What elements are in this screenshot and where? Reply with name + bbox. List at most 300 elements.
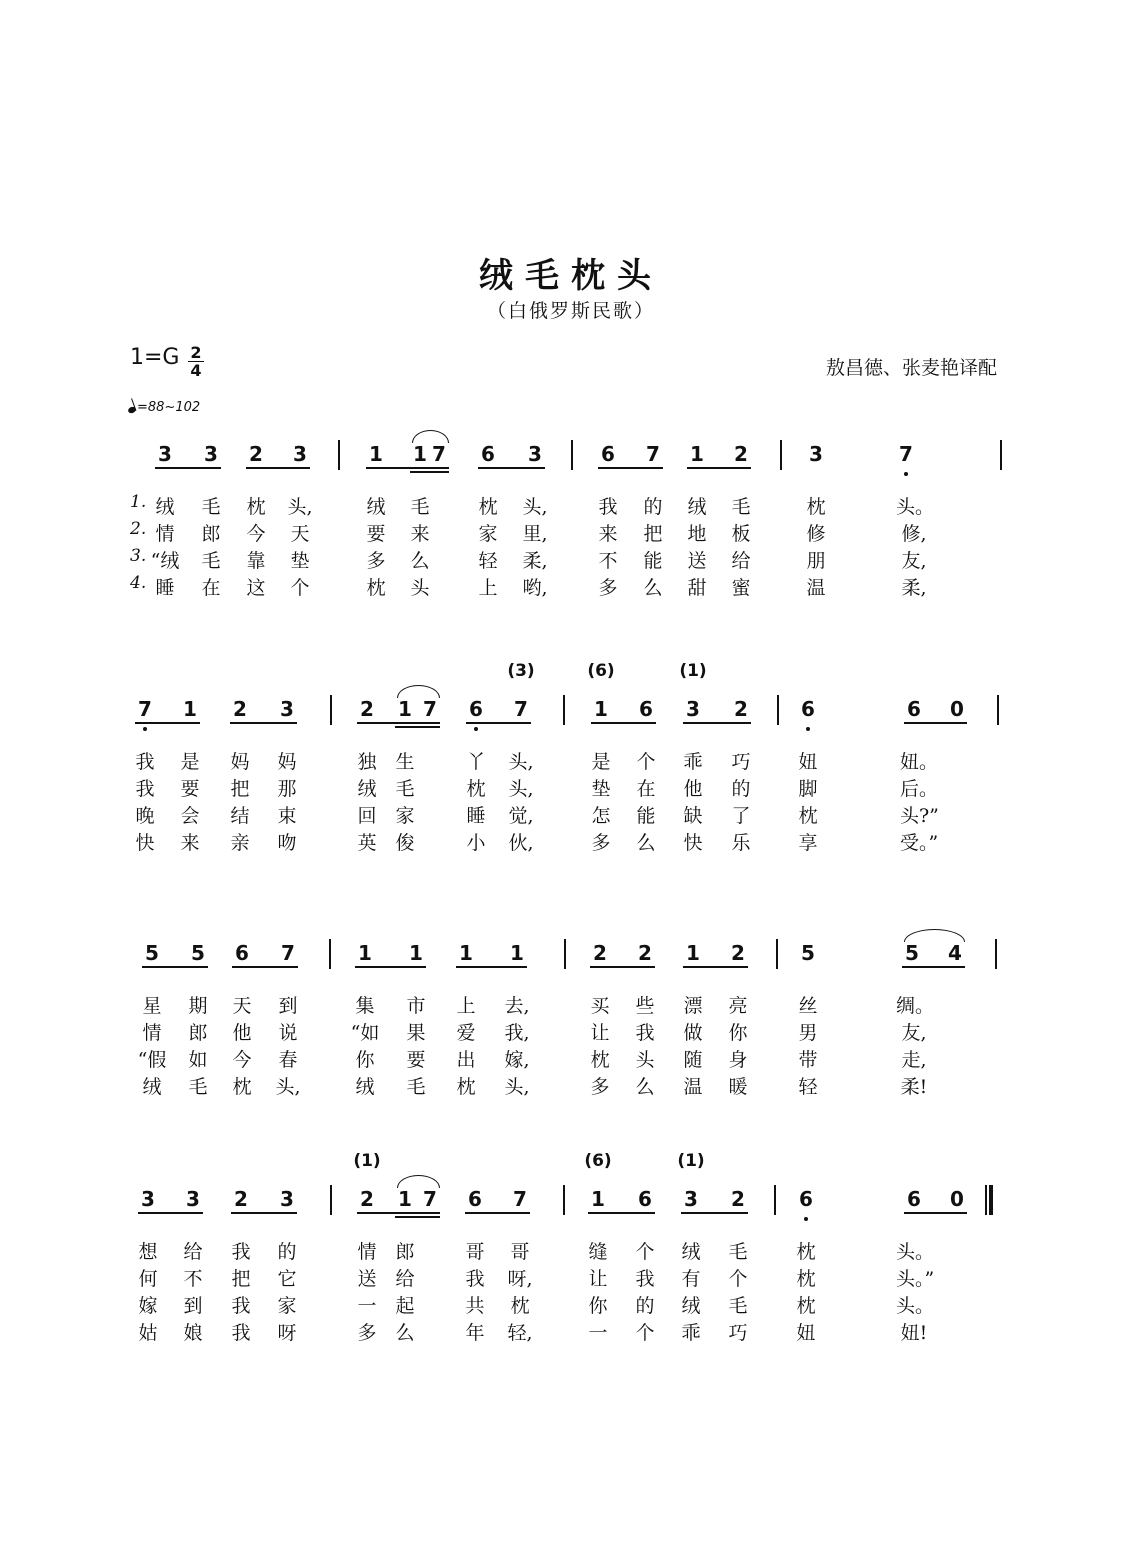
lyric-syllable: 毛 — [410, 496, 430, 518]
lyric-syllable: 你 — [355, 1049, 375, 1071]
translator-credit: 敖昌德、张麦艳译配 — [825, 357, 997, 379]
lyric-syllable: 毛 — [395, 778, 415, 800]
lyric-syllable: 头, — [508, 751, 534, 773]
lyric-syllable: 出 — [456, 1049, 476, 1071]
lyric-syllable: 把 — [231, 1268, 251, 1290]
lyric-syllable: 头 — [410, 577, 430, 599]
lyric-syllable: 亲 — [230, 832, 250, 854]
lyric-syllable: 暖 — [728, 1076, 748, 1098]
beam-underline — [902, 966, 965, 968]
jianpu-note: 3 — [809, 442, 823, 466]
lyric-syllable: 妞 — [798, 751, 818, 773]
lyric-syllable: 说 — [278, 1022, 298, 1044]
lyric-syllable: 会 — [180, 805, 200, 827]
beam-underline — [588, 1212, 655, 1214]
beam-underline — [366, 467, 449, 469]
lyric-syllable: 我 — [231, 1241, 251, 1263]
beam-underline — [683, 722, 751, 724]
beam-double-underline — [410, 471, 449, 473]
lyric-syllable: 些 — [635, 995, 655, 1017]
lyric-syllable: 郎 — [201, 523, 221, 545]
beam-underline — [687, 467, 751, 469]
lyric-syllable: 毛 — [201, 496, 221, 518]
lyric-syllable: 走, — [901, 1049, 927, 1071]
lyric-syllable: 枕 — [232, 1076, 252, 1098]
lyric-syllable: 他 — [683, 778, 703, 800]
beam-underline — [465, 1212, 530, 1214]
lyric-syllable: 享 — [798, 832, 818, 854]
jianpu-note: 7 — [646, 442, 660, 466]
jianpu-note: 2 — [360, 697, 374, 721]
lyric-syllable: 多 — [357, 1322, 377, 1344]
jianpu-note: 2 — [249, 442, 263, 466]
lyric-syllable: 情 — [142, 1022, 162, 1044]
bar-line — [985, 1185, 987, 1215]
jianpu-note: 1 — [594, 697, 608, 721]
jianpu-note: 1 — [183, 697, 197, 721]
lyric-syllable: 枕 — [796, 1268, 816, 1290]
slur-arc — [397, 1175, 440, 1188]
lyric-syllable: 枕 — [246, 496, 266, 518]
lyric-syllable: 哟, — [522, 577, 548, 599]
lyric-syllable: 枕 — [806, 496, 826, 518]
lyric-syllable: 头, — [508, 778, 534, 800]
jianpu-note: 1 — [459, 941, 473, 965]
lyric-syllable: 板 — [731, 523, 751, 545]
lyric-syllable: 来 — [410, 523, 430, 545]
jianpu-note: 3 — [293, 442, 307, 466]
jianpu-note: 2 — [233, 697, 247, 721]
verse-number: 4. — [130, 573, 147, 593]
lyric-syllable: 妞 — [796, 1322, 816, 1344]
lyric-syllable: 头。 — [896, 1241, 935, 1263]
beam-underline — [155, 467, 221, 469]
beam-underline — [466, 722, 531, 724]
lyric-syllable: 嫁, — [504, 1049, 530, 1071]
beam-underline — [355, 966, 426, 968]
song-subtitle: （白俄罗斯民歌） — [486, 300, 655, 322]
lyric-syllable: 你 — [728, 1022, 748, 1044]
lyric-syllable: 市 — [406, 995, 426, 1017]
beam-underline — [246, 467, 310, 469]
lyric-syllable: 郎 — [395, 1241, 415, 1263]
lyric-syllable: 毛 — [731, 496, 751, 518]
jianpu-note: 2 — [734, 442, 748, 466]
lyric-syllable: 觉, — [508, 805, 534, 827]
lyric-syllable: 郎 — [188, 1022, 208, 1044]
lyric-syllable: 到 — [183, 1295, 203, 1317]
lyric-syllable: 的 — [643, 496, 663, 518]
lyric-syllable: 乖 — [683, 751, 703, 773]
beam-underline — [142, 966, 208, 968]
key-signature: 1=G — [130, 345, 180, 370]
beam-underline — [598, 467, 663, 469]
jianpu-note: 7 — [423, 697, 437, 721]
lyric-syllable: 一 — [357, 1295, 377, 1317]
jianpu-note: 2 — [593, 941, 607, 965]
jianpu-note: 2 — [731, 1187, 745, 1211]
lyric-syllable: 回 — [357, 805, 377, 827]
lyric-syllable: 么 — [643, 577, 663, 599]
lyric-syllable: 我 — [465, 1268, 485, 1290]
lyric-syllable: 么 — [635, 1076, 655, 1098]
lyric-syllable: 乖 — [681, 1322, 701, 1344]
jianpu-note: 3 — [280, 1187, 294, 1211]
lyric-syllable: 头, — [287, 496, 313, 518]
lyric-syllable: 个 — [635, 1322, 655, 1344]
beam-underline — [232, 966, 298, 968]
lyric-syllable: 绒 — [155, 496, 175, 518]
lyric-syllable: 枕 — [796, 1295, 816, 1317]
lyric-syllable: 在 — [636, 778, 656, 800]
jianpu-note: 2 — [731, 941, 745, 965]
lyric-syllable: 绒 — [366, 496, 386, 518]
lyric-syllable: 我 — [231, 1295, 251, 1317]
lyric-syllable: “如 — [350, 1022, 380, 1044]
jianpu-note: 6 — [481, 442, 495, 466]
lyric-syllable: 身 — [728, 1049, 748, 1071]
lyric-syllable: 头, — [275, 1076, 301, 1098]
lyric-syllable: 靠 — [246, 550, 266, 572]
jianpu-note: 1 — [369, 442, 383, 466]
lyric-syllable: 呀, — [507, 1268, 533, 1290]
lyric-syllable: 姑 — [138, 1322, 158, 1344]
jianpu-note: 3 — [686, 697, 700, 721]
lyric-syllable: “绒 — [150, 550, 180, 572]
jianpu-note: 3 — [158, 442, 172, 466]
lyric-syllable: 上 — [456, 995, 476, 1017]
jianpu-note: 3 — [141, 1187, 155, 1211]
lyric-syllable: 头, — [522, 496, 548, 518]
lyric-syllable: 么 — [395, 1322, 415, 1344]
lyric-syllable: 毛 — [728, 1241, 748, 1263]
lyric-syllable: 共 — [465, 1295, 485, 1317]
lyric-syllable: 星 — [142, 995, 162, 1017]
lyric-syllable: 么 — [410, 550, 430, 572]
lyric-syllable: 妞。 — [900, 751, 939, 773]
lyric-syllable: 缺 — [683, 805, 703, 827]
lyric-syllable: 丫 — [466, 751, 486, 773]
lyric-syllable: 娘 — [183, 1322, 203, 1344]
jianpu-note: 5 — [905, 941, 919, 965]
beam-double-underline — [395, 1216, 440, 1218]
lyric-syllable: 期 — [188, 995, 208, 1017]
lyric-syllable: 的 — [731, 778, 751, 800]
lyric-syllable: 绒 — [687, 496, 707, 518]
tempo-value: =88~102 — [137, 400, 201, 415]
lyric-syllable: 要 — [406, 1049, 426, 1071]
jianpu-note: 6 — [907, 1187, 921, 1211]
lyric-syllable: 果 — [406, 1022, 426, 1044]
lyric-syllable: 去, — [504, 995, 530, 1017]
beam-underline — [357, 1212, 440, 1214]
slur-arc — [904, 929, 965, 942]
beam-underline — [231, 1212, 297, 1214]
lyric-syllable: 把 — [230, 778, 250, 800]
beam-underline — [478, 467, 545, 469]
lyric-syllable: 甜 — [687, 577, 707, 599]
beam-underline — [681, 1212, 748, 1214]
lyric-syllable: 是 — [591, 751, 611, 773]
lyric-syllable: 何 — [138, 1268, 158, 1290]
lyric-syllable: 一 — [588, 1322, 608, 1344]
lyric-syllable: 情 — [357, 1241, 377, 1263]
verse-number: 3. — [130, 546, 147, 566]
jianpu-note: 1 — [510, 941, 524, 965]
lyric-syllable: 它 — [277, 1268, 297, 1290]
lyric-syllable: 我 — [135, 751, 155, 773]
lyric-syllable: 送 — [357, 1268, 377, 1290]
lyric-syllable: 我 — [635, 1022, 655, 1044]
beam-double-underline — [395, 726, 440, 728]
jianpu-note: 6 — [638, 1187, 652, 1211]
jianpu-note: 5 — [191, 941, 205, 965]
lyric-syllable: 枕 — [478, 496, 498, 518]
bar-line — [338, 440, 340, 470]
lyric-syllable: 俊 — [395, 832, 415, 854]
jianpu-note: 6 — [235, 941, 249, 965]
lyric-syllable: 呀 — [277, 1322, 297, 1344]
bar-line — [564, 939, 566, 969]
slur-arc — [412, 430, 449, 443]
lyric-syllable: 春 — [278, 1049, 298, 1071]
jianpu-note: 1 — [398, 697, 412, 721]
lyric-syllable: 修, — [901, 523, 927, 545]
jianpu-note: 6 — [639, 697, 653, 721]
lyric-syllable: 嫁 — [138, 1295, 158, 1317]
lyric-syllable: 我 — [598, 496, 618, 518]
lyric-syllable: 妞! — [900, 1322, 928, 1344]
lyric-syllable: 丝 — [798, 995, 818, 1017]
lyric-syllable: 轻 — [478, 550, 498, 572]
lyric-syllable: 头?” — [900, 805, 939, 827]
time-signature — [188, 344, 204, 379]
lyric-syllable: 能 — [636, 805, 656, 827]
lyric-syllable: 多 — [366, 550, 386, 572]
jianpu-note: 0 — [950, 1187, 964, 1211]
lyric-syllable: 爱 — [456, 1022, 476, 1044]
jianpu-note: 2 — [734, 697, 748, 721]
alternate-note: (1) — [677, 1151, 705, 1171]
lyric-syllable: 今 — [232, 1049, 252, 1071]
lyric-syllable: 头。 — [896, 496, 935, 518]
lyric-syllable: 上 — [478, 577, 498, 599]
lyric-syllable: 来 — [180, 832, 200, 854]
lyric-syllable: 个 — [290, 577, 310, 599]
lyric-syllable: 垫 — [290, 550, 310, 572]
lyric-syllable: 给 — [183, 1241, 203, 1263]
lyric-syllable: 不 — [598, 550, 618, 572]
lyric-syllable: 是 — [180, 751, 200, 773]
lyric-syllable: 枕 — [466, 778, 486, 800]
lyric-syllable: 枕 — [456, 1076, 476, 1098]
jianpu-note: 3 — [280, 697, 294, 721]
lyric-syllable: 把 — [643, 523, 663, 545]
lyric-syllable: 他 — [232, 1022, 252, 1044]
beam-underline — [904, 1212, 967, 1214]
jianpu-note: 6 — [794, 1187, 818, 1211]
lyric-syllable: 巧 — [728, 1322, 748, 1344]
jianpu-note: 3 — [684, 1187, 698, 1211]
lyric-syllable: 哥 — [510, 1241, 530, 1263]
lyric-syllable: 让 — [590, 1022, 610, 1044]
lyric-syllable: 年 — [465, 1322, 485, 1344]
lyric-syllable: 的 — [277, 1241, 297, 1263]
jianpu-note: 1 — [398, 1187, 412, 1211]
lyric-syllable: 绒 — [681, 1295, 701, 1317]
lyric-syllable: 睡 — [466, 805, 486, 827]
jianpu-note: 6 — [907, 697, 921, 721]
bar-line — [777, 695, 779, 725]
jianpu-note: 1 — [358, 941, 372, 965]
bar-line — [780, 440, 782, 470]
jianpu-note: 7 — [432, 442, 446, 466]
lyric-syllable: 要 — [180, 778, 200, 800]
lyric-syllable: 枕 — [510, 1295, 530, 1317]
lyric-syllable: 小 — [466, 832, 486, 854]
lyric-syllable: 绸。 — [896, 995, 935, 1017]
bar-line — [776, 939, 778, 969]
lyric-syllable: 绒 — [142, 1076, 162, 1098]
lyric-syllable: 男 — [798, 1022, 818, 1044]
beam-underline — [456, 966, 527, 968]
alternate-note: (1) — [353, 1151, 381, 1171]
lyric-syllable: 我 — [635, 1268, 655, 1290]
lyric-syllable: 睡 — [155, 577, 175, 599]
lyric-syllable: 天 — [232, 995, 252, 1017]
lyric-syllable: 我 — [231, 1322, 251, 1344]
lyric-syllable: 多 — [590, 1076, 610, 1098]
lyric-syllable: 生 — [395, 751, 415, 773]
jianpu-note: 1 — [591, 1187, 605, 1211]
lyric-syllable: 毛 — [188, 1076, 208, 1098]
jianpu-note: 2 — [234, 1187, 248, 1211]
lyric-syllable: 头, — [504, 1076, 530, 1098]
bar-line — [774, 1185, 776, 1215]
lyric-syllable: 毛 — [728, 1295, 748, 1317]
jianpu-note: 4 — [948, 941, 962, 965]
lyric-syllable: 吻 — [277, 832, 297, 854]
lyric-syllable: 你 — [588, 1295, 608, 1317]
lyric-syllable: 天 — [290, 523, 310, 545]
lyric-syllable: 起 — [395, 1295, 415, 1317]
jianpu-note: 5 — [801, 941, 815, 965]
beam-underline — [135, 722, 200, 724]
lyric-syllable: 温 — [806, 577, 826, 599]
tempo-marking — [128, 400, 200, 415]
lyric-syllable: 多 — [591, 832, 611, 854]
lyric-syllable: 独 — [357, 751, 377, 773]
time-signature-numerator: 2 — [190, 343, 202, 362]
lyric-syllable: 后。 — [900, 778, 939, 800]
time-signature-denominator: 4 — [188, 361, 204, 379]
lyric-syllable: 晚 — [135, 805, 155, 827]
jianpu-note: 1 — [413, 442, 427, 466]
lyric-syllable: 头。” — [896, 1268, 935, 1290]
lyric-syllable: 能 — [643, 550, 663, 572]
lyric-syllable: 做 — [683, 1022, 703, 1044]
bar-line — [330, 1185, 332, 1215]
lyric-syllable: 买 — [590, 995, 610, 1017]
jianpu-note: 6 — [468, 1187, 482, 1211]
jianpu-note: 7 — [423, 1187, 437, 1211]
lyric-syllable: 个 — [728, 1268, 748, 1290]
beam-underline — [590, 966, 655, 968]
slur-arc — [397, 685, 440, 698]
beam-underline — [138, 1212, 203, 1214]
lyric-syllable: 快 — [683, 832, 703, 854]
song-title: 绒毛枕头 — [479, 256, 663, 296]
lyric-syllable: 那 — [277, 778, 297, 800]
lyric-syllable: 带 — [798, 1049, 818, 1071]
lyric-syllable: 个 — [636, 751, 656, 773]
jianpu-note: 6 — [601, 442, 615, 466]
lyric-syllable: 柔, — [522, 550, 548, 572]
lyric-syllable: 在 — [201, 577, 221, 599]
lyric-syllable: 的 — [635, 1295, 655, 1317]
lyric-syllable: 结 — [230, 805, 250, 827]
jianpu-note: 5 — [145, 941, 159, 965]
lyric-syllable: 今 — [246, 523, 266, 545]
jianpu-note: 3 — [204, 442, 218, 466]
lyric-syllable: 束 — [277, 805, 297, 827]
jianpu-note: 7 — [514, 697, 528, 721]
lyric-syllable: 如 — [188, 1049, 208, 1071]
lyric-syllable: 枕 — [366, 577, 386, 599]
lyric-syllable: 我, — [504, 1022, 530, 1044]
jianpu-note: 1 — [409, 941, 423, 965]
lyric-syllable: 亮 — [728, 995, 748, 1017]
lyric-syllable: 给 — [731, 550, 751, 572]
jianpu-note: 6 — [464, 697, 488, 721]
bar-line — [997, 695, 999, 725]
lyric-syllable: 我 — [135, 778, 155, 800]
lyric-syllable: 怎 — [591, 805, 611, 827]
jianpu-note: 3 — [528, 442, 542, 466]
lyric-syllable: 来 — [598, 523, 618, 545]
lyric-syllable: 了 — [731, 805, 751, 827]
lyric-syllable: 家 — [478, 523, 498, 545]
alternate-note: (1) — [679, 661, 707, 681]
lyric-syllable: 枕 — [796, 1241, 816, 1263]
lyric-syllable: 要 — [366, 523, 386, 545]
lyric-syllable: 轻, — [507, 1322, 533, 1344]
lyric-syllable: 轻 — [798, 1076, 818, 1098]
lyric-syllable: 受。” — [900, 832, 939, 854]
lyric-syllable: 不 — [183, 1268, 203, 1290]
quarter-note-icon — [127, 406, 137, 414]
jianpu-note: 6 — [796, 697, 820, 721]
lyric-syllable: 快 — [135, 832, 155, 854]
jianpu-note: 7 — [894, 442, 918, 466]
lyric-syllable: 漂 — [683, 995, 703, 1017]
bar-line — [329, 939, 331, 969]
lyric-syllable: 伙, — [508, 832, 534, 854]
lyric-syllable: 英 — [357, 832, 377, 854]
bar-line — [563, 695, 565, 725]
beam-underline — [904, 722, 967, 724]
alternate-note: (6) — [587, 661, 615, 681]
lyric-syllable: 友, — [901, 550, 927, 572]
jianpu-note: 3 — [186, 1187, 200, 1211]
lyric-syllable: 朋 — [806, 550, 826, 572]
lyric-syllable: 想 — [138, 1241, 158, 1263]
lyric-syllable: 让 — [588, 1268, 608, 1290]
lyric-syllable: 巧 — [731, 751, 751, 773]
final-bar-line — [989, 1185, 993, 1215]
lyric-syllable: 毛 — [201, 550, 221, 572]
lyric-syllable: 家 — [277, 1295, 297, 1317]
